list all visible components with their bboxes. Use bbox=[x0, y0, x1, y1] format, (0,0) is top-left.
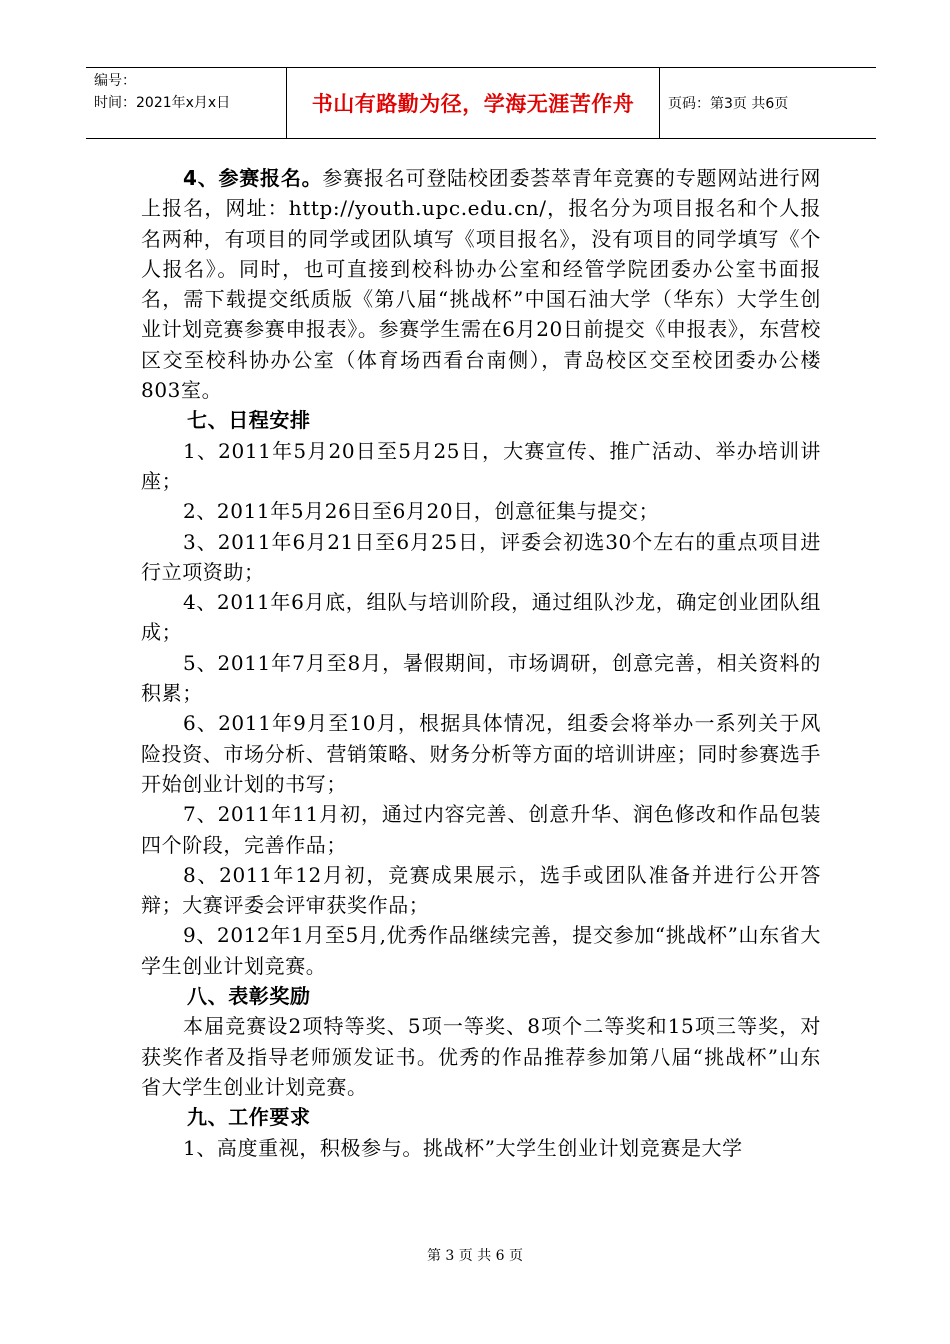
doc-number-label: 编号： bbox=[94, 73, 136, 89]
schedule-item-6: 6、2011年9月至10月，根据具体情况，组委会将举办一系列关于风险投资、市场分析、营销策略、财务分析等方面的培训讲座；同时参赛选手开始创业计划的书写； bbox=[141, 711, 821, 796]
doc-time-label: 时间：2021年x月x日 bbox=[94, 95, 231, 111]
section-title-requirements: 九、工作要求 bbox=[187, 1105, 311, 1130]
header-meta bbox=[86, 68, 286, 138]
schedule-item-4: 4、2011年6月底，组队与培训阶段，通过组队沙龙，确定创业团队组成； bbox=[141, 590, 821, 645]
schedule-item-5: 5、2011年7月至8月，暑假期间，市场调研，创意完善，相关资料的积累； bbox=[141, 650, 821, 706]
header-page-label: 页码：第3页 共6页 bbox=[668, 96, 789, 112]
awards-paragraph: 本届竞赛设2项特等奖、5项一等奖、8项个二等奖和15项三等奖，对获奖作者及指导老师颁发证书。优秀的作品推荐参加第八届“挑战杯”山东省大学生创业计划竞赛。 bbox=[141, 1014, 821, 1099]
page-header bbox=[86, 67, 876, 139]
registration-text: 参赛报名可登陆校团委荟萃青年竞赛的专题网站进行网上报名，网址：http://youth.upc.edu.cn/，报名分为项目报名和个人报名两种，有项目的同学或团队填写《项目报名》，没有项目的同学填写《个人报名》。同时，也可直接到校科协办公室和经管学院团委办公室书面报名，需下载提交纸质版《第八届“挑战杯”中国石油大学（华东）大学生创业计划竞赛参赛申报表》。参赛学生需在6月20日前提交《申报表》，东营校区交至校科协办公室（体育场西看台南侧），青岛校区交至校团委办公楼803室。 bbox=[141, 166, 821, 403]
schedule-item-2: 2、2011年5月26日至6月20日，创意征集与提交； bbox=[183, 499, 660, 524]
registration-lead: 4、参赛报名。 bbox=[183, 166, 323, 190]
schedule-item-1: 1、2011年5月20日至5月25日，大赛宣传、推广活动、举办培训讲座； bbox=[141, 438, 821, 493]
schedule-item-9: 9、2012年1月至5月,优秀作品继续完善，提交参加“挑战杯”山东省大学生创业计划竞赛。 bbox=[141, 923, 821, 978]
schedule-item-7: 7、2011年11月初，通过内容完善、创意升华、润色修改和作品包装四个阶段，完善作品； bbox=[141, 802, 821, 857]
registration-paragraph bbox=[141, 163, 821, 405]
page-footer: 第 3 页 共 6 页 bbox=[426, 1248, 524, 1264]
schedule-item-3: 3、2011年6月21日至6月25日，评委会初选30个左右的重点项目进行立项资助； bbox=[141, 529, 821, 584]
header-motto: 书山有路勤为径，学海无涯苦作舟 bbox=[286, 68, 660, 138]
schedule-item-8: 8、2011年12月初，竞赛成果展示，选手或团队准备并进行公开答辩；大赛评委会评审获奖作品； bbox=[141, 862, 821, 918]
requirements-item-1: 1、高度重视，积极参与。挑战杯”大学生创业计划竞赛是大学 bbox=[183, 1135, 743, 1160]
section-title-schedule: 七、日程安排 bbox=[187, 408, 311, 433]
section-title-awards: 八、表彰奖励 bbox=[187, 984, 311, 1009]
document-body bbox=[141, 163, 821, 1163]
